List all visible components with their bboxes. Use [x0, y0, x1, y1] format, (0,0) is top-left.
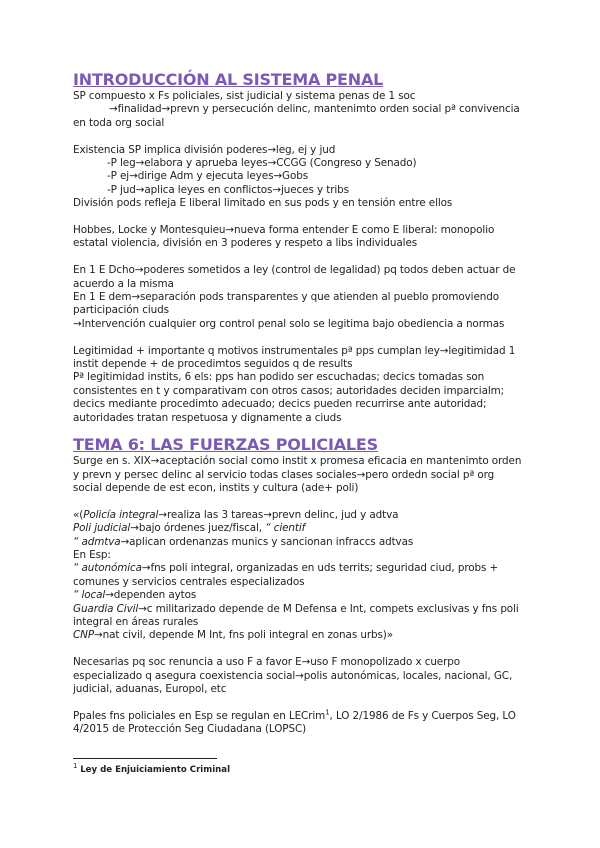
- text-line: «(Policía integral→realiza las 3 tareas→prevn delinc, jud y adtva: [73, 508, 399, 521]
- text-line: estatal violencia, división en 3 poderes y respeto a libs individuales: [73, 237, 418, 250]
- text-line: instit depende + de procedimtos seguidos q de results: [73, 358, 353, 371]
- document-body: [73, 70, 533, 737]
- text-line: →Intervención cualquier org control penal solo se legitima bajo obediencia a normas: [73, 317, 505, 330]
- text-line: Hobbes, Locke y Montesquieu→nueva forma entender E como E liberal: monopolio: [73, 224, 495, 237]
- text-line: Existencia SP implica división poderes→leg, ej y jud: [73, 143, 336, 156]
- text-line: Pª legitimidad instits, 6 els: pps han podido ser escuchadas; decics tomadas son: [73, 371, 485, 384]
- text-line: y prevn y persec delinc al servicio todas clases sociales→pero ordedn social pª org: [73, 468, 495, 481]
- text-line: -P jud→aplica leyes en conflictos→jueces y tribs: [107, 183, 349, 196]
- text-line: comunes y servicios centrales especializados: [73, 575, 305, 588]
- text-line: Surge en s. XIX→aceptación social como instit x promesa eficacia en mantenimto orden: [73, 455, 522, 468]
- text-line: En 1 E dem→separación pods transparentes y que atienden al pueblo promoviendo: [73, 291, 499, 304]
- footnote-divider: [73, 758, 217, 759]
- text-line: “ autonómica→fns poli integral, organizadas en uds territs; seguridad ciud, probs +: [73, 562, 499, 575]
- text-line: Guardia Civil→c militarizado depende de M Defensa e Int, compets exclusivas y fns poli: [73, 602, 519, 615]
- text-line: “ local→dependen aytos: [73, 589, 197, 602]
- section-title: INTRODUCCIÓN AL SISTEMA PENAL: [73, 70, 384, 89]
- text-line: En Esp:: [73, 548, 111, 561]
- text-line: SP compuesto x Fs policiales, sist judicial y sistema penas de 1 soc: [73, 90, 416, 102]
- footnote-ref[interactable]: 1: [325, 708, 330, 717]
- text-line: especializado q asegura coexistencia social→polis autonómicas, locales, nacional, GC,: [73, 669, 513, 682]
- text-line: Ppales fns policiales en Esp se regulan en LECrim$^1$, LO 2/1986 de Fs y Cuerpos Seg, LO: [73, 708, 516, 722]
- text-line: “ admtva→aplican ordenanzas munics y sancionan infraccs adtvas: [73, 535, 414, 548]
- text-line: 4/2015 de Protección Seg Ciudadana (LOPSC): [73, 723, 307, 736]
- footnote: [73, 762, 231, 776]
- footnote-text: Ley de Enjuiciamiento Criminal: [80, 765, 231, 775]
- text-line: Necesarias pq soc renuncia a uso F a favor E→uso F monopolizado x cuerpo: [73, 656, 461, 669]
- text-line: En 1 E Dcho→poderes sometidos a ley (control de legalidad) pq todos deben actuar de: [73, 264, 516, 277]
- text-line: integral en áreas rurales: [73, 615, 199, 628]
- text-line: CNP→nat civil, depende M Int, fns poli integral en zonas urbs)»: [73, 629, 394, 642]
- text-line: acuerdo a la misma: [73, 277, 174, 290]
- text-line: participación ciuds: [73, 304, 169, 317]
- text-line: →finalidad→prevn y persecución delinc, mantenimto orden social pª convivencia: [109, 103, 520, 116]
- text-line: División pods refleja E liberal limitado en sus pods y en tensión entre ellos: [73, 197, 453, 210]
- text-line: social depende de est econ, instits y cultura (ade+ poli): [73, 481, 359, 494]
- text-line: autoridades tratan respetuosa y dignamente a ciuds: [73, 411, 342, 424]
- text-line: judicial, aduanas, Europol, etc: [73, 682, 227, 695]
- text-line: decics mediante procedimto adecuado; decics pueden recurrirse ante autoridad;: [73, 398, 487, 411]
- text-line: consistentes en t y comparativam con otros casos; autoridades deciden imparcialm;: [73, 384, 505, 397]
- text-line: -P ej→dirige Adm y ejecuta leyes→Gobs: [107, 170, 309, 183]
- text-line: Legitimidad + importante q motivos instrumentales pª pps cumplan ley→legitimidad 1: [73, 344, 516, 357]
- text-line: en toda org social: [73, 116, 165, 129]
- footnote-mark: 1: [73, 762, 78, 771]
- text-line: -P leg→elabora y aprueba leyes→CCGG (Congreso y Senado): [107, 157, 417, 170]
- text-line: Poli judicial→bajo órdenes juez/fiscal, “ cientif: [73, 522, 306, 535]
- section-title: TEMA 6: LAS FUERZAS POLICIALES: [73, 435, 378, 455]
